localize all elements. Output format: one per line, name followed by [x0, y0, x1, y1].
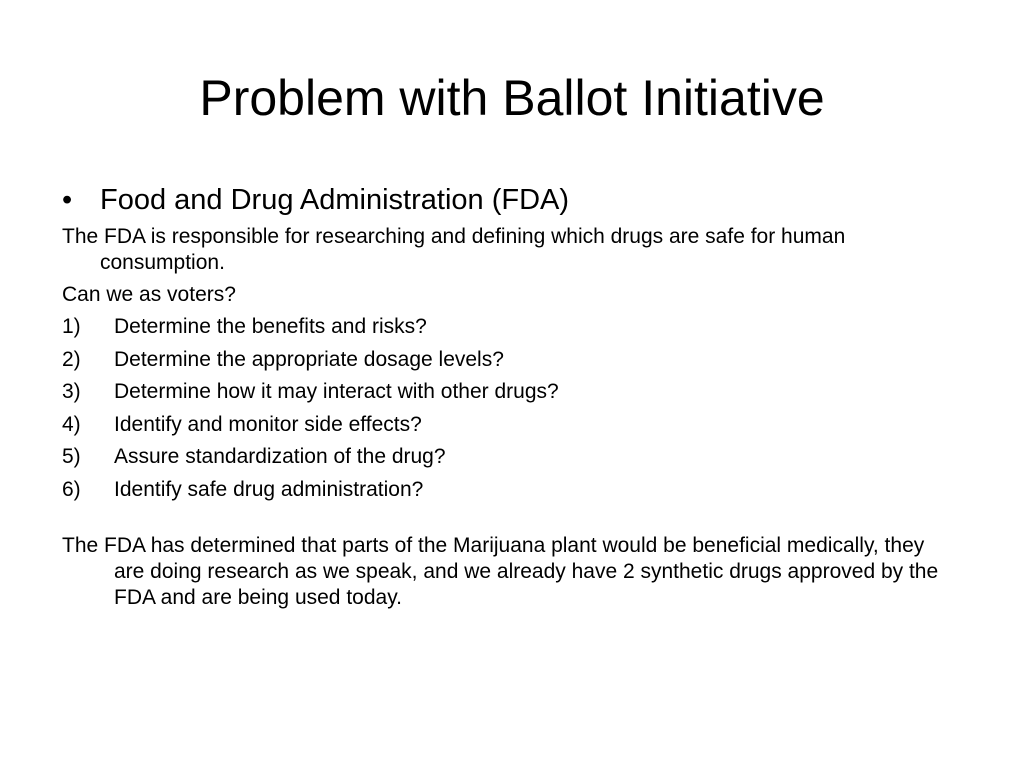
list-item-number: 4)	[62, 412, 81, 436]
list-item-text: Determine the benefits and risks?	[114, 315, 427, 338]
slide-title: Problem with Ballot Initiative	[199, 70, 825, 126]
list-item	[62, 379, 942, 405]
fda-responsibility-paragraph: The FDA is responsible for researching and defining which drugs are safe for human consumption.	[62, 225, 846, 274]
voters-question: Can we as voters?	[62, 283, 236, 306]
list-item-number: 3)	[62, 380, 81, 403]
list-item-text: Determine how it may interact with other drugs?	[114, 380, 559, 403]
slide-content	[62, 180, 942, 611]
fda-marijuana-paragraph: The FDA has determined that parts of the Marijuana plant would be beneficial medically, they are doing research as we speak, and we already have 2 synthetic drugs approved by the FDA and are being used today.	[62, 533, 939, 609]
list-item-number: 1)	[62, 315, 81, 338]
list-item-number: 2)	[62, 347, 81, 371]
list-item-text: Assure standardization of the drug?	[114, 445, 446, 468]
list-item-number: 5)	[62, 445, 81, 468]
list-item-text: Determine the appropriate dosage levels?	[114, 347, 504, 371]
list-item	[62, 314, 942, 340]
list-item	[62, 347, 942, 373]
bullet-item	[62, 180, 942, 220]
list-item	[62, 477, 942, 503]
bullet-text: Food and Drug Administration (FDA)	[100, 184, 570, 216]
list-item	[62, 412, 942, 438]
list-item-text: Identify and monitor side effects?	[114, 412, 422, 436]
list-item-text: Identify safe drug administration?	[114, 477, 424, 501]
bullet-dot-icon: •	[62, 184, 73, 216]
list-item	[62, 444, 942, 470]
numbered-list	[62, 314, 942, 503]
list-item-number: 6)	[62, 477, 81, 501]
